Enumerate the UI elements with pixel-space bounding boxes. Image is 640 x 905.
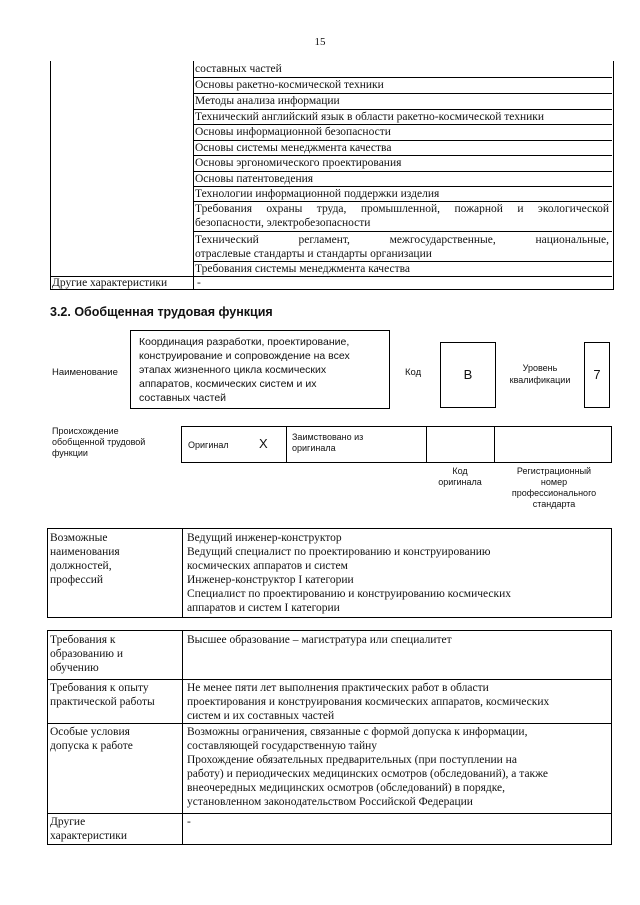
reg-number-line: Регистрационный bbox=[516, 466, 592, 476]
knowledge-item: отраслевые стандарты и стандарты организации bbox=[195, 248, 432, 260]
reg-number-line: номер bbox=[540, 477, 568, 487]
code-box bbox=[440, 342, 496, 408]
function-name-line: конструирование и сопровождение на всех bbox=[139, 350, 350, 362]
position-item: аппаратов и систем I категории bbox=[187, 602, 340, 614]
name-label: Наименование bbox=[52, 367, 118, 378]
borrowed-label-line: оригинала bbox=[292, 443, 336, 453]
knowledge-item: Технологии информационной поддержки изделия bbox=[195, 188, 440, 200]
education-label-line: Требования к bbox=[50, 634, 116, 646]
knowledge-item: Основы информационной безопасности bbox=[195, 126, 391, 138]
function-name-box bbox=[130, 330, 390, 409]
function-name-line: составных частей bbox=[139, 392, 227, 404]
conditions-line: составляющей государственную тайну bbox=[187, 740, 378, 752]
row-divider bbox=[47, 813, 612, 814]
positions-label-line: должностей, bbox=[50, 560, 112, 572]
level-box bbox=[584, 342, 610, 408]
other-label-line: характеристики bbox=[50, 830, 128, 842]
conditions-label bbox=[50, 725, 133, 753]
positions-values bbox=[187, 531, 511, 615]
code-value: B bbox=[463, 367, 473, 382]
knowledge-item: безопасности, электробезопасности bbox=[195, 217, 371, 229]
knowledge-item: Основы ракетно-космической техники bbox=[195, 79, 384, 91]
other-value: - bbox=[187, 816, 191, 828]
function-name-line: аппаратов, космических систем и их bbox=[139, 378, 317, 390]
positions-label-line: наименования bbox=[50, 546, 120, 558]
level-label-line: квалификации bbox=[509, 375, 571, 385]
experience-label-line: практической работы bbox=[50, 696, 155, 708]
conditions-line: установленном законодательством Российской Федерации bbox=[187, 796, 473, 808]
other-characteristics-label: Другие характеристики bbox=[52, 277, 168, 289]
other-characteristics-value: - bbox=[197, 277, 201, 289]
code-label: Код bbox=[405, 367, 422, 378]
knowledge-item: Технический регламент, межгосударственные, национальные, bbox=[195, 234, 609, 246]
borrowed-label bbox=[292, 432, 363, 454]
experience-value bbox=[187, 681, 549, 723]
knowledge-item: Методы анализа информации bbox=[195, 95, 340, 107]
conditions-line: Прохождение обязательных предварительных (при поступлении на bbox=[187, 754, 517, 766]
original-label: Оригинал bbox=[188, 440, 229, 450]
other-label-line: Другие bbox=[50, 816, 86, 828]
section-title: 3.2. Обобщенная трудовая функция bbox=[50, 305, 273, 319]
level-label bbox=[505, 362, 575, 386]
knowledge-table-divider bbox=[193, 61, 194, 289]
knowledge-item: составных частей bbox=[195, 63, 282, 75]
page-number: 15 bbox=[314, 36, 326, 48]
original-mark: X bbox=[259, 436, 268, 451]
conditions-line: Возможны ограничения, связанные с формой допуска к информации, bbox=[187, 726, 528, 738]
knowledge-item: Основы системы менеджмента качества bbox=[195, 142, 392, 154]
education-value: Высшее образование – магистратура или специалитет bbox=[187, 634, 452, 646]
code-original-line: оригинала bbox=[438, 477, 482, 487]
origin-table bbox=[181, 426, 612, 463]
origin-divider bbox=[494, 426, 495, 463]
knowledge-item: Основы эргономического проектирования bbox=[195, 157, 402, 169]
conditions-label-line: Особые условия bbox=[50, 726, 130, 738]
knowledge-item: Требования системы менеджмента качества bbox=[195, 263, 410, 275]
origin-label-line: Происхождение bbox=[52, 426, 119, 436]
positions-label-line: Возможные bbox=[50, 532, 108, 544]
code-original-label bbox=[426, 466, 494, 488]
position-item: Ведущий инженер-конструктор bbox=[187, 532, 342, 544]
conditions-line: внеочередных медицинских осмотров (обследований) в порядке, bbox=[187, 782, 506, 794]
row-divider bbox=[194, 231, 612, 232]
borrowed-label-line: Заимствовано из bbox=[292, 432, 364, 442]
experience-line: систем и их составных частей bbox=[187, 710, 335, 722]
experience-line: проектирования и конструирования космических аппаратов, космических bbox=[187, 696, 550, 708]
origin-divider bbox=[286, 426, 287, 463]
position-item: Инженер-конструктор I категории bbox=[187, 574, 354, 586]
conditions-line: работу) и периодических медицинских осмотров (обследований), а также bbox=[187, 768, 549, 780]
origin-label bbox=[52, 426, 145, 459]
code-original-line: Код bbox=[452, 466, 468, 476]
level-label-line: Уровень bbox=[522, 363, 558, 373]
education-label bbox=[50, 633, 123, 675]
conditions-label-line: допуска к работе bbox=[50, 740, 133, 752]
function-name-line: этапах жизненного цикла космических bbox=[139, 364, 327, 376]
experience-label-line: Требования к опыту bbox=[50, 682, 149, 694]
positions-label-line: профессий bbox=[50, 574, 104, 586]
position-item: Специалист по проектированию и конструированию космических bbox=[187, 588, 512, 600]
other-label bbox=[50, 815, 127, 843]
education-label-line: образованию и bbox=[50, 648, 123, 660]
reg-number-label bbox=[500, 466, 608, 510]
education-label-line: обучению bbox=[50, 662, 99, 674]
row-divider bbox=[47, 723, 612, 724]
origin-divider bbox=[426, 426, 427, 463]
knowledge-item: Технический английский язык в области ракетно-космической техники bbox=[195, 111, 545, 123]
origin-label-line: функции bbox=[52, 448, 88, 458]
reg-number-line: стандарта bbox=[532, 499, 576, 509]
conditions-value bbox=[187, 725, 548, 809]
positions-divider bbox=[182, 528, 183, 618]
function-name-line: Координация разработки, проектирование, bbox=[139, 336, 350, 348]
origin-label-line: обобщенной трудовой bbox=[52, 437, 146, 447]
knowledge-item: Основы патентоведения bbox=[195, 173, 314, 185]
level-value: 7 bbox=[593, 367, 601, 382]
row-divider bbox=[47, 679, 612, 680]
experience-label bbox=[50, 681, 155, 709]
position-item: Ведущий специалист по проектированию и конструированию bbox=[187, 546, 491, 558]
knowledge-item: Требования охраны труда, промышленной, пожарной и экологической bbox=[195, 203, 609, 215]
positions-label bbox=[50, 531, 120, 587]
experience-line: Не менее пяти лет выполнения практических работ в области bbox=[187, 682, 489, 694]
position-item: космических аппаратов и систем bbox=[187, 560, 348, 572]
reg-number-line: профессионального bbox=[511, 488, 597, 498]
